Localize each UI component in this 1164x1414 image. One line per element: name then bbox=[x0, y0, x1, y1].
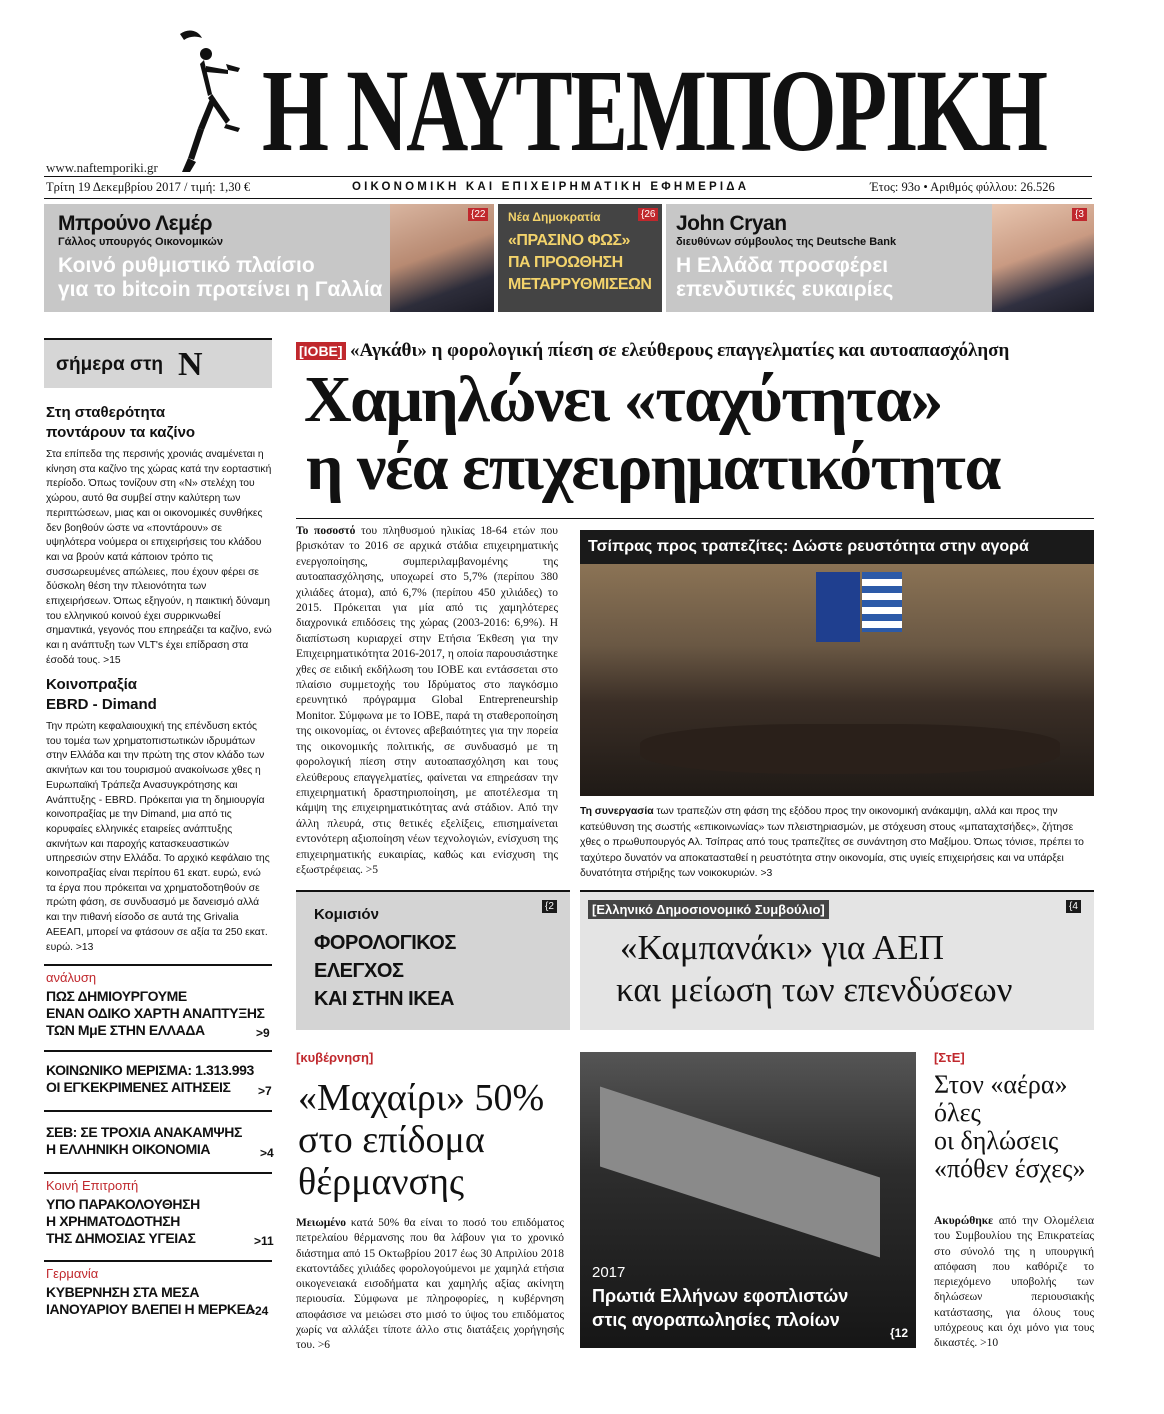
lead-headline: Χαμηλώνει «ταχύτητα» bbox=[304, 363, 942, 436]
teaser-role: διευθύνων σύμβουλος της Deutsche Bank bbox=[676, 236, 897, 248]
teaser-line: «ΠΡΑΣΙΝΟ ΦΩΣ» bbox=[508, 232, 630, 249]
item-line: ΤΗΣ ΔΗΜΟΣΙΑΣ ΥΓΕΙΑΣ bbox=[46, 1230, 196, 1246]
teaser-headline: Η Ελλάδα προσφέρει bbox=[676, 254, 889, 277]
divider bbox=[44, 1260, 272, 1262]
lead-body-text: του πληθυσμού ηλικίας 18-64 ετών που βρισκόταν το 2016 σε αρχικά στάδια επιχειρηματικής ενεργοποίησης, συμπεριλαμβανομένης της αυτοαπασχόλησης, υποχωρεί στο 5,7% (περίπου 380 χιλιάδες άτομα), από 6,7% (περίπου 450 χιλιάδες) το 2015. Πρόκειται για μία από τις χαμηλότερες διαχρονικά επιδόσεις της χώρας (2003-2016: 6,9%). Η διαπίστωση κυριαρχεί στην Ετήσια Έκθεση για την Επιχειρηματικότητα 2016-2017, η οποία παρουσιάστηκε χθες σε ειδική εκδήλωση του ΙΟΒΕ και εντάσσεται στο πλαίσιο συμμετοχής του Ιδρύματος στο παγκόσμιο ερευνητικό πρόγραμμα Global Entrepreneurship Monitor. Σύμφωνα με το ΙΟΒΕ, παρά τη σταθεροποίηση της οικονομίας, οι έντονες αβεβαιότητες για την πορεία της οικονομικής πολιτικής, σε συνδυασμό με τη φορολογική πίεση στην αυτοαπασχόληση και τους ελεύθερους επαγγελματίες, φαίνεται να επηρεάσαν την επιχειρηματική δραστηριοποίηση, με αποτέλεσμα τη κάμψη της επιχειρηματικότητας ανά στάδιον. Από την άλλη πλευρά, στις θετικές εξελίξεις, επισημαίνεται εντονότερη αξιοποίηση νέων τεχνολογιών, ενίσχυση της επιχειρηματικής ευκαιρίας, καθώς και ενίσχυση της εξωστρέφειας. >5 bbox=[296, 525, 558, 876]
photo-headline: Τσίπρας προς τραπεζίτες: Δώστε ρευστότητα στην αγορά bbox=[588, 538, 1029, 555]
bottom-left-body bbox=[296, 1216, 564, 1354]
mid-headline: και μείωση των επενδύσεων bbox=[616, 970, 1013, 1009]
page-ref[interactable]: >11 bbox=[254, 1234, 274, 1248]
item-line: ΠΩΣ ΔΗΜΙΟΥΡΓΟΥΜΕ bbox=[46, 988, 187, 1004]
ship-photo[interactable] bbox=[580, 1052, 916, 1348]
story-body: Την πρώτη κεφαλαιουχική της επένδυση εκτός του τομέα των χρηματοπιστωτικών ιδρυμάτων στην Ελλάδα και την πρώτη της στον κλάδο των ακινήτων και του τουρισμού ανακοίνωσε χθες η Ευρωπαϊκή Τράπεζα Ανασυγκρότησης και Ανάπτυξης - EBRD. Πρόκειται για τη δημιουργία κοινοπραξίας με την Dimand, μια από τις κορυφαίες ελληνικές εταιρείες ανάπτυξης ακινήτων και παροχής κατασκευαστικών υπηρεσιών στην Ελλάδα. Το αρχικό κεφάλαιο της κοινοπραξίας είναι περίπου 61 εκατ. ευρώ, ενώ τα έργα που πρόκειται να χρηματοδοτηθούν σε πρώτη φάση, σε συνδυασμό με δανεισμό αλλά και την πιθανή είσοδο σε αυτά της Grivalia ΑΕΕΑΠ, μπορεί να φτάσουν σε αξία τα 250 εκατ. ευρώ. >13 bbox=[46, 721, 270, 953]
teaser-lemaire[interactable] bbox=[44, 204, 494, 312]
body-text: κατά 50% θα είναι το ποσό του επιδόματος πετρελαίου θέρμανσης που θα λάβουν για το χρονικό διάστημα από 15 Οκτωβρίου 2017 έως 30 Απριλίου 2018 εκατοντάδες χιλιάδες φορολογούμενοι με χαμηλά ετήσια οικογενειακά εισοδήματα και χαμηλής αξίας ακίνητη περιουσία. Σύμφωνα με πληροφορίες, η κυβέρνηση αποφάσισε να μειώσει στο μισό το ύψος του επιδόματος χωρίς να αλλάξει τίποτε άλλο στις διατάξεις χορήγησής του. >6 bbox=[296, 1217, 564, 1352]
teaser-line: ΜΕΤΑΡΡΥΘΜΙΣΕΩΝ bbox=[508, 276, 652, 293]
date-price: Τρίτη 19 Δεκεμβρίου 2017 / τιμή: 1,30 € bbox=[46, 180, 251, 194]
item-line: ΚΥΒΕΡΝΗΣΗ ΣΤΑ ΜΕΣΑ bbox=[46, 1284, 200, 1300]
lead-word: Μειωμένο bbox=[296, 1217, 347, 1229]
teaser-name: Μπρούνο Λεμέρ bbox=[58, 212, 212, 235]
divider bbox=[44, 1110, 272, 1112]
page-ref[interactable]: {4 bbox=[1066, 900, 1081, 913]
page-ref[interactable]: >7 bbox=[258, 1084, 272, 1098]
teaser-headline: Κοινό ρυθμιστικό πλαίσιο bbox=[58, 254, 315, 277]
teaser-name: John Cryan bbox=[676, 212, 787, 235]
mid-tag: [Ελληνικό Δημοσιονομικό Συμβούλιο] bbox=[588, 900, 829, 919]
page-ref[interactable]: {2 bbox=[542, 900, 557, 913]
story-title: Κοινοπραξία bbox=[46, 676, 137, 693]
lead-kicker-line bbox=[296, 340, 1096, 362]
lead-headline: η νέα επιχειρηματικότητα bbox=[306, 431, 1000, 504]
page-ref[interactable]: >4 bbox=[260, 1146, 274, 1160]
mid-kicker: Κομισιόν bbox=[314, 906, 379, 923]
cabinet-meeting-photo bbox=[580, 564, 1094, 796]
story-title: ποντάρουν τα καζίνο bbox=[46, 424, 196, 441]
item-line: ΣΕΒ: ΣΕ ΤΡΟΧΙΑ ΑΝΑΚΑΜΨΗΣ bbox=[46, 1124, 242, 1140]
hermes-logo bbox=[168, 24, 248, 174]
lead-body bbox=[296, 524, 558, 878]
caption-lead: Τη συνεργασία bbox=[580, 806, 654, 817]
bottom-left-headline: θέρμανσης bbox=[298, 1161, 464, 1203]
mid-left-box[interactable] bbox=[296, 890, 570, 1030]
divider bbox=[44, 1050, 272, 1052]
mid-right-box[interactable] bbox=[580, 890, 1094, 1030]
lead-word: Το ποσοστό bbox=[296, 525, 356, 537]
teaser-line: ΠΑ ΠΡΟΩΘΗΣΗ bbox=[508, 254, 623, 271]
item-line: ΙΑΝΟΥΑΡΙΟΥ ΒΛΕΠΕΙ Η ΜΕΡΚΕΛ bbox=[46, 1301, 255, 1317]
story-body: Στα επίπεδα της περσινής χρονιάς αναμένεται η κίνηση στα καζίνο της χώρας κατά την εορταστική περίοδο. Όπως τονίζουν στη «Ν» στελέχη του χώρου, αυτό θα συμβεί στην καλύτερη των περιπτώσεων, μιας και οι οικονομικές συνθήκες δεν βοηθούν ώστε να «ποντάρουν» σε υψηλότερα νούμερα οι επιχειρήσεις του κλάδου και να βρούν κατά κάποιον τρόπο τις συσσωρευμένες απώλειες, που έχουν φέρει σε δύσκολη θέση την πλειονότητα των επιχειρήσεων. Όπως εξηγούν, η παικτική δύναμη του ελληνικού κοινού έχει συρρικνωθεί σημαντικά, γεγονός που επηρεάζει τα καζίνο, ενώ και η ανάπτυξη των VLT's έχει επίδραση στα έσοδά τους. >15 bbox=[46, 449, 272, 666]
item-line: Η ΧΡΗΜΑΤΟΔΟΤΗΣΗ bbox=[46, 1213, 180, 1229]
bottom-right-headline: «πόθεν έσχες» bbox=[934, 1154, 1086, 1183]
masthead-rule-bottom bbox=[44, 198, 1092, 199]
ship-headline: στις αγοραπωλησίες πλοίων bbox=[592, 1310, 840, 1330]
story-title: Στη σταθερότητα bbox=[46, 404, 166, 421]
item-line: ΥΠΟ ΠΑΡΑΚΟΛΟΥΘΗΣΗ bbox=[46, 1196, 200, 1212]
teaser-headline: για το bitcoin προτείνει η Γαλλία bbox=[58, 278, 383, 301]
mid-line: ΕΛΕΓΧΟΣ bbox=[314, 960, 404, 982]
table-shape bbox=[640, 724, 1060, 774]
bottom-left-headline: «Μαχαίρι» 50% bbox=[298, 1077, 545, 1119]
sidebar-header-letter: N bbox=[178, 346, 203, 383]
teaser-cryan[interactable] bbox=[666, 204, 1094, 312]
lead-kicker: «Αγκάθι» η φορολογική πίεση σε ελεύθερους επαγγελματίες και αυτοαπασχόληση bbox=[350, 340, 1010, 361]
page-ref[interactable]: >24 bbox=[248, 1304, 269, 1318]
greek-flag-icon bbox=[862, 572, 902, 632]
eu-flag-icon bbox=[816, 572, 860, 642]
sidebar-header-label: σήμερα στη bbox=[56, 354, 164, 375]
sidebar-header bbox=[44, 338, 272, 388]
bottom-left-headline: στο επίδομα bbox=[298, 1119, 485, 1161]
masthead-title: Η ΝΑΥΤΕΜΠΟΡΙΚΗ bbox=[262, 45, 1046, 176]
masthead-rule-top bbox=[44, 176, 1092, 177]
item-line: ΕΝΑΝ ΟΔΙΚΟ ΧΑΡΤΗ ΑΝΑΠΤΥΞΗΣ bbox=[46, 1005, 265, 1021]
website-url[interactable]: www.naftemporiki.gr bbox=[46, 160, 158, 175]
ship-headline: Πρωτιά Ελλήνων εφοπλιστών bbox=[592, 1286, 849, 1306]
bottom-right-headline: οι δηλώσεις bbox=[934, 1126, 1059, 1155]
photo-caption bbox=[580, 804, 1094, 882]
issue-number: Έτος: 93ο • Αριθμός φύλλου: 26.526 bbox=[870, 180, 1055, 194]
teaser-headline: επενδυτικές ευκαιρίες bbox=[676, 278, 894, 301]
bottom-right-tag: [ΣτΕ] bbox=[934, 1050, 965, 1065]
item-line: Η ΕΛΛΗΝΙΚΗ ΟΙΚΟΝΟΜΙΑ bbox=[46, 1141, 211, 1157]
tagline: ΟΙΚΟΝΟΜΙΚΗ ΚΑΙ ΕΠΙΧΕΙΡΗΜΑΤΙΚΗ ΕΦΗΜΕΡΙΔΑ bbox=[352, 181, 750, 193]
item-line: ΤΩΝ ΜμΕ ΣΤΗΝ ΕΛΛΑΔΑ bbox=[46, 1022, 205, 1038]
teaser-role: Γάλλος υπουργός Οικονομικών bbox=[58, 236, 223, 248]
page-ref[interactable]: {22 bbox=[468, 208, 488, 221]
page-ref[interactable]: {3 bbox=[1072, 208, 1087, 221]
bottom-right-headline: Στον «αέρα» bbox=[934, 1070, 1068, 1099]
mid-line: ΦΟΡΟΛΟΓΙΚΟΣ bbox=[314, 932, 456, 954]
item-kicker: ανάλυση bbox=[46, 970, 97, 985]
mid-line: ΚΑΙ ΣΤΗΝ ΙΚΕΑ bbox=[314, 988, 454, 1010]
sidebar bbox=[44, 338, 272, 1408]
divider bbox=[296, 518, 1094, 519]
divider bbox=[44, 1172, 272, 1174]
body-text: από την Ολομέλεια του Συμβουλίου της Επικρατείας στο σύνολό της η υπουργική απόφαση που καθόριζε το περιεχόμενο υποβολής των δηλώσεων περιουσιακής κατάστασης, για όλους τους υπόχρεους και όχι μόνο για τους δικαστές. >10 bbox=[934, 1215, 1094, 1350]
ship-year: 2017 bbox=[592, 1264, 626, 1281]
bottom-right-body bbox=[934, 1214, 1094, 1352]
lead-tag: [ΙΟΒΕ] bbox=[296, 342, 346, 360]
page-ref[interactable]: {26 bbox=[638, 208, 658, 221]
bottom-left-tag: [κυβέρνηση] bbox=[296, 1050, 374, 1065]
ship-hull-shape bbox=[600, 1087, 880, 1258]
mid-headline: «Καμπανάκι» για ΑΕΠ bbox=[620, 928, 945, 967]
photo-headline-bar bbox=[580, 530, 1094, 564]
teaser-nd[interactable] bbox=[498, 204, 662, 312]
divider bbox=[44, 964, 272, 966]
item-line: ΚΟΙΝΩΝΙΚΟ ΜΕΡΙΣΜΑ: 1.313.993 bbox=[46, 1062, 254, 1078]
item-kicker: Γερμανία bbox=[46, 1266, 99, 1281]
page-ref[interactable]: {12 bbox=[890, 1326, 909, 1340]
teaser-kicker: Νέα Δημοκρατία bbox=[508, 210, 601, 224]
bottom-right-headline: όλες bbox=[934, 1098, 981, 1127]
story-title: EBRD - Dimand bbox=[46, 696, 157, 713]
caption-text: των τραπεζών στη φάση της εξόδου προς την οικονομική ανάκαμψη, αλλά και προς την κατεύθυνση της σωστής «επικοινωνίας» των πλειστηριασμών, με στόχευση στους «μπαταχτσήδες», ζήτησε χθες ο πρωθυπουργός Αλ. Τσίπρας από τους τραπεζίτες σε συνάντηση στο Μαξίμου. Όπως τόνισε, πρέπει το ταχύτερο δυνατόν να αποκατασταθεί η ρευστότητα στην οικονομία, στις υγιείς επιχειρήσεις και να υπάρξει δυνατότητα στήριξης των νοικοκυριών. >3 bbox=[580, 806, 1084, 879]
lead-word: Ακυρώθηκε bbox=[934, 1215, 994, 1227]
item-kicker: Κοινή Επιτροπή bbox=[46, 1178, 139, 1193]
item-line: ΟΙ ΕΓΚΕΚΡΙΜΕΝΕΣ ΑΙΤΗΣΕΙΣ bbox=[46, 1079, 231, 1095]
page-ref[interactable]: >9 bbox=[256, 1026, 270, 1040]
